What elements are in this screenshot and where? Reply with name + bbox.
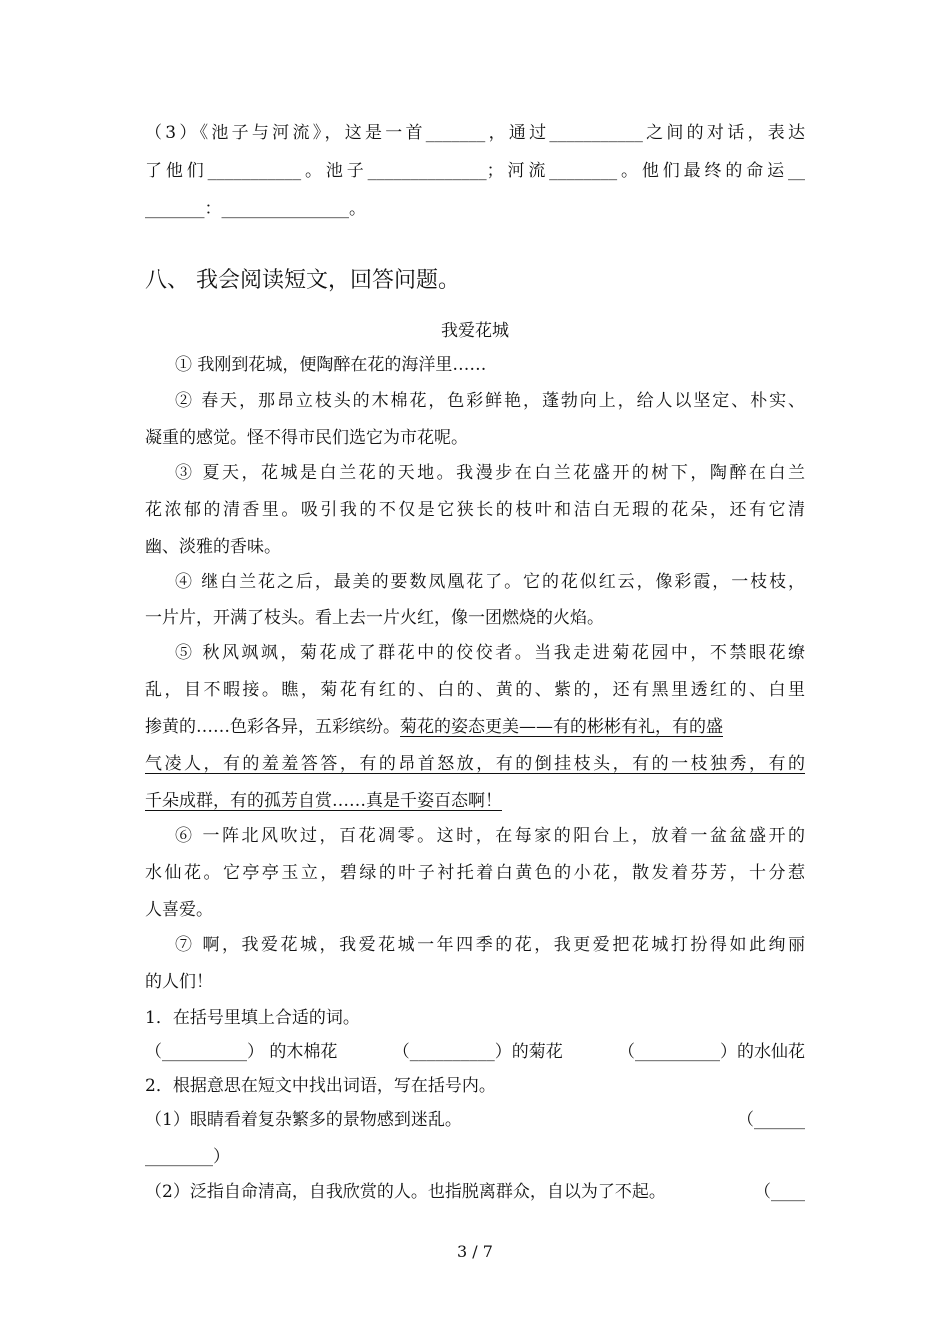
- underlined-sentence-part1: 菊花的姿态更美——有的彬彬有礼，有的盛: [400, 717, 723, 737]
- question-2-2-text: （2）泛指自命清高，自我欣赏的人。也指脱离群众，自以为了不起。: [145, 1182, 666, 1202]
- paragraph-5-line2: 乱，目不暇接。瞧，菊花有红的、白的、黄的、紫的，还有黑里透红的、白里: [145, 680, 805, 700]
- paragraph-6-line1: ⑥ 一阵北风吹过，百花凋零。这时，在每家的阳台上，放着一盆盆盛开的: [175, 826, 805, 846]
- fill-blank-shuixianhua[interactable]: （__________）的水仙花: [618, 1042, 805, 1062]
- underlined-sentence-part3: 千朵成群，有的孤芳自赏……真是千姿百态啊！: [145, 791, 502, 811]
- paragraph-3-line1: ③ 夏天，花城是白兰花的天地。我漫步在白兰花盛开的树下，陶醉在白兰: [175, 463, 805, 483]
- q7-item3-line2: 了他们___________。池子______________；河流________。他们最终的命运__: [145, 161, 805, 181]
- paragraph-1: ① 我刚到花城，便陶醉在花的海洋里……: [175, 355, 487, 375]
- question-2-2: [145, 1180, 805, 1204]
- fill-blank-juhua[interactable]: （__________）的菊花: [392, 1042, 563, 1062]
- paragraph-2-line1: ② 春天，那昂立枝头的木棉花，色彩鲜艳，蓬勃向上，给人以坚定、朴实、: [175, 391, 805, 411]
- paragraph-2-line2: 凝重的感觉。怪不得市民们选它为市花呢。: [145, 428, 468, 448]
- page-number: 3 / 7: [457, 1242, 493, 1261]
- paragraph-4-line2: 一片片，开满了枝头。看上去一片火红，像一团燃烧的火焰。: [145, 608, 604, 628]
- paragraph-7-line1: ⑦ 啊，我爱花城，我爱花城一年四季的花，我更爱把花城打扮得如此绚丽: [175, 935, 805, 955]
- paragraph-6-line2: 水仙花。它亭亭玉立，碧绿的叶子衬托着白黄色的小花，散发着芬芳，十分惹: [145, 863, 805, 883]
- paragraph-5-line1: ⑤ 秋风飒飒，菊花成了群花中的佼佼者。当我走进菊花园中，不禁眼花缭: [175, 643, 805, 663]
- section-8-heading: 八、 我会阅读短文，回答问题。: [145, 268, 460, 293]
- question-1: 1．在括号里填上合适的词。: [145, 1008, 360, 1028]
- paragraph-4-line1: ④ 继白兰花之后，最美的要数凤凰花了。它的花似红云，像彩霞，一枝枝，: [175, 572, 805, 592]
- question-1-fill-row: [145, 1040, 805, 1064]
- paragraph-7-line2: 的人们！: [145, 972, 213, 992]
- paragraph-3-line3: 幽、淡雅的香味。: [145, 537, 281, 557]
- q7-item3-line1: （3）《池子与河流》，这是一首_______，通过___________之间的对话，表达: [145, 123, 805, 143]
- paragraph-6-line3: 人喜爱。: [145, 900, 213, 920]
- question-2: 2．根据意思在短文中找出词语，写在括号内。: [145, 1076, 496, 1096]
- paragraph-5-line3-plain: 掺黄的……色彩各异，五彩缤纷。: [145, 717, 400, 737]
- answer-blank-2-1-continued[interactable]: ________）: [145, 1147, 230, 1167]
- answer-blank-2-1[interactable]: （______: [737, 1110, 805, 1130]
- paragraph-3-line2: 花浓郁的清香里。吸引我的不仅是它狭长的枝叶和洁白无瑕的花朵，还有它清: [145, 500, 805, 520]
- answer-blank-2-2[interactable]: （____: [754, 1182, 805, 1202]
- fill-blank-mianhua[interactable]: （__________） 的木棉花: [145, 1042, 338, 1062]
- question-2-1: [145, 1108, 805, 1132]
- paragraph-5-line3: [145, 715, 805, 739]
- question-2-1-text: （1）眼睛看着复杂繁多的景物感到迷乱。: [145, 1110, 462, 1130]
- story-title: 我爱花城: [441, 321, 509, 341]
- q7-item3-line3: _______：_______________。: [145, 199, 366, 219]
- underlined-sentence-part2: 气凌人，有的羞羞答答，有的昂首怒放，有的倒挂枝头，有的一枝独秀，有的: [145, 754, 805, 774]
